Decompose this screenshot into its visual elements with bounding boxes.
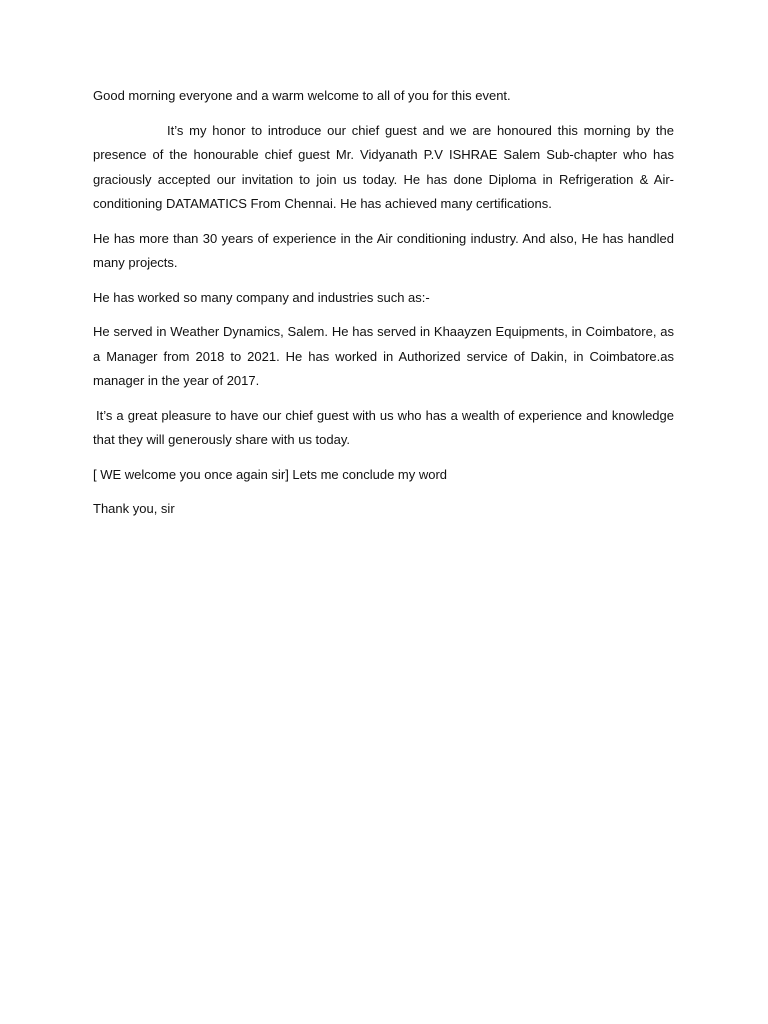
paragraph-greeting: Good morning everyone and a warm welcome to all of you for this event.	[93, 88, 511, 103]
paragraph-work-history: He served in Weather Dynamics, Salem. He has served in Khaayzen Equipments, in Coimbatore, as a Manager from 2018 to 2021. He has worked in Authorized service of Dakin, in Coimbatore.as manager in the year of 2017.	[93, 324, 674, 388]
paragraph-conclusion: [ WE welcome you once again sir] Lets me conclude my word	[93, 466, 448, 482]
paragraph-thanks: Thank you, sir	[93, 501, 175, 516]
paragraph-pleasure: It’s a great pleasure to have our chief guest with us who has a wealth of experience and knowledge that they will generously share with us today.	[93, 407, 674, 447]
paragraph-companies-intro: He has worked so many company and industries such as:-	[93, 289, 430, 305]
paragraph-introduction: It’s my honor to introduce our chief guest and we are honoured this morning by the presence of the honourable chief guest Mr. Vidyanath P.V ISHRAE Salem Sub-chapter who has graciously accepted our invitation to join us today. He has done Diploma in Refrigeration & Air-conditioning DATAMATICS From Chennai. He has achieved many certifications.	[93, 122, 674, 211]
document-body	[93, 84, 674, 532]
paragraph-experience: He has more than 30 years of experience in the Air conditioning industry. And also, He has handled many projects.	[93, 230, 674, 270]
